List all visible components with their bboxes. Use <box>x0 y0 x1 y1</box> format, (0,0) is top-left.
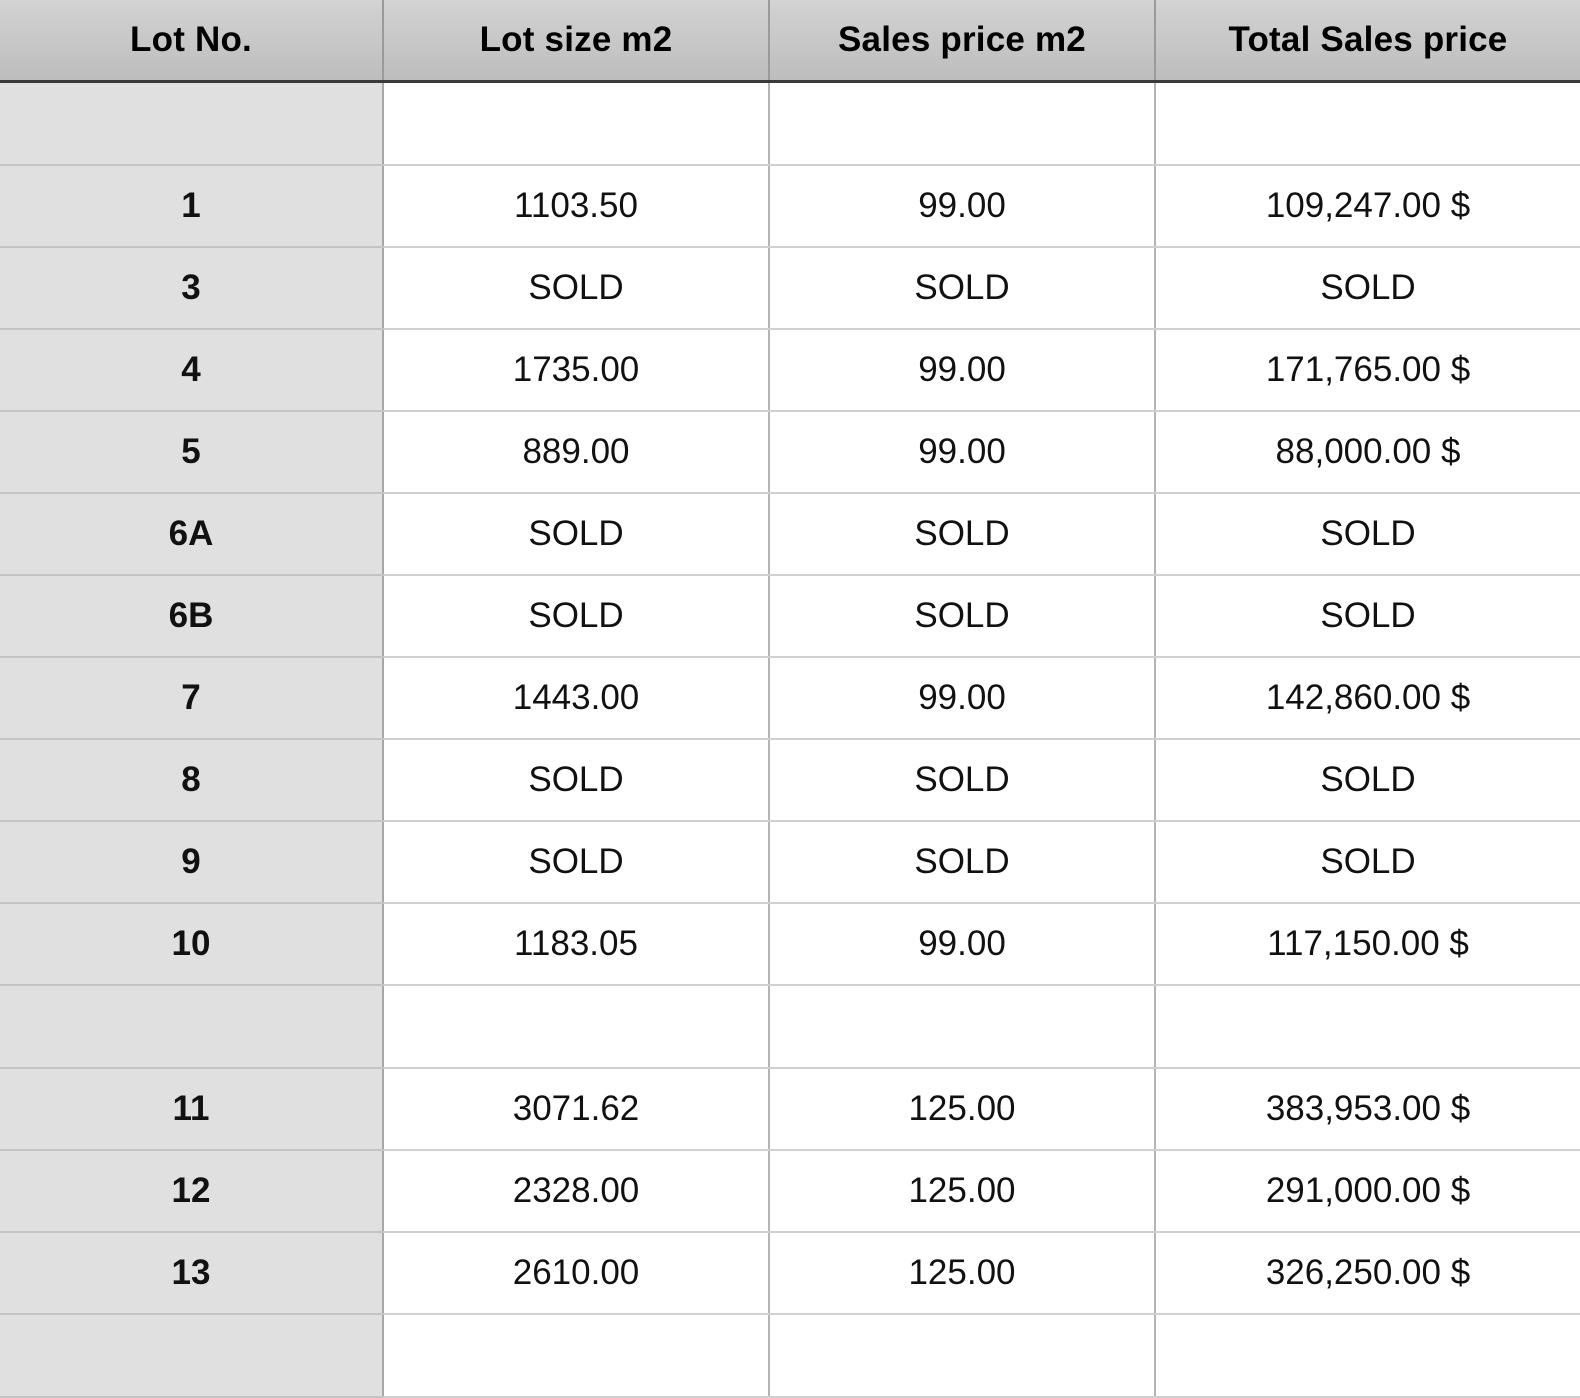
table-body <box>0 82 1580 1398</box>
column-header-lot-size: Lot size m2 <box>383 0 769 82</box>
cell-lot-size: SOLD <box>383 821 769 903</box>
cell-sales-price: 99.00 <box>769 329 1155 411</box>
cell-lot-no: 9 <box>0 821 383 903</box>
cell-lot-size: 1103.50 <box>383 165 769 247</box>
cell-total-price: 291,000.00 $ <box>1155 1150 1580 1232</box>
cell-total-price <box>1155 1314 1580 1397</box>
cell-lot-size <box>383 1314 769 1397</box>
table-row <box>0 1314 1580 1397</box>
cell-total-price: 142,860.00 $ <box>1155 657 1580 739</box>
cell-lot-size <box>383 985 769 1068</box>
cell-lot-no: 1 <box>0 165 383 247</box>
table-row <box>0 493 1580 575</box>
cell-total-price: SOLD <box>1155 821 1580 903</box>
cell-lot-no <box>0 985 383 1068</box>
table-row <box>0 575 1580 657</box>
cell-lot-size: 1183.05 <box>383 903 769 985</box>
cell-sales-price: SOLD <box>769 739 1155 821</box>
table-row <box>0 329 1580 411</box>
cell-lot-size: SOLD <box>383 493 769 575</box>
cell-sales-price: SOLD <box>769 493 1155 575</box>
cell-total-price: 117,150.00 $ <box>1155 903 1580 985</box>
cell-total-price <box>1155 82 1580 166</box>
table-row <box>0 985 1580 1068</box>
cell-total-price: SOLD <box>1155 493 1580 575</box>
cell-lot-no: 11 <box>0 1068 383 1150</box>
table-row <box>0 1150 1580 1232</box>
cell-sales-price: SOLD <box>769 247 1155 329</box>
table-header-row <box>0 0 1580 82</box>
column-header-total-sales-price: Total Sales price <box>1155 0 1580 82</box>
cell-sales-price <box>769 1314 1155 1397</box>
cell-lot-size: 2328.00 <box>383 1150 769 1232</box>
cell-sales-price: 99.00 <box>769 411 1155 493</box>
cell-sales-price <box>769 82 1155 166</box>
cell-lot-no: 5 <box>0 411 383 493</box>
cell-sales-price: 125.00 <box>769 1232 1155 1314</box>
cell-sales-price: 99.00 <box>769 165 1155 247</box>
cell-total-price: 383,953.00 $ <box>1155 1068 1580 1150</box>
table-row <box>0 1232 1580 1314</box>
cell-lot-no <box>0 82 383 166</box>
cell-lot-no: 6A <box>0 493 383 575</box>
column-header-sales-price: Sales price m2 <box>769 0 1155 82</box>
cell-sales-price: SOLD <box>769 575 1155 657</box>
table-row <box>0 903 1580 985</box>
cell-sales-price: SOLD <box>769 821 1155 903</box>
cell-total-price: SOLD <box>1155 575 1580 657</box>
cell-total-price: SOLD <box>1155 739 1580 821</box>
cell-lot-size: 889.00 <box>383 411 769 493</box>
cell-sales-price: 125.00 <box>769 1150 1155 1232</box>
cell-total-price: 326,250.00 $ <box>1155 1232 1580 1314</box>
cell-sales-price: 125.00 <box>769 1068 1155 1150</box>
table-row <box>0 657 1580 739</box>
cell-lot-no: 3 <box>0 247 383 329</box>
table-row <box>0 165 1580 247</box>
table-row <box>0 411 1580 493</box>
cell-total-price: 171,765.00 $ <box>1155 329 1580 411</box>
cell-total-price: SOLD <box>1155 247 1580 329</box>
cell-lot-no: 7 <box>0 657 383 739</box>
cell-lot-size <box>383 82 769 166</box>
cell-lot-no: 10 <box>0 903 383 985</box>
cell-lot-no: 12 <box>0 1150 383 1232</box>
cell-lot-no: 6B <box>0 575 383 657</box>
cell-sales-price: 99.00 <box>769 903 1155 985</box>
cell-lot-size: 2610.00 <box>383 1232 769 1314</box>
table-row <box>0 82 1580 166</box>
cell-total-price: 109,247.00 $ <box>1155 165 1580 247</box>
cell-lot-size: SOLD <box>383 739 769 821</box>
cell-total-price: 88,000.00 $ <box>1155 411 1580 493</box>
cell-sales-price: 99.00 <box>769 657 1155 739</box>
cell-lot-no: 8 <box>0 739 383 821</box>
cell-lot-size: 3071.62 <box>383 1068 769 1150</box>
cell-lot-no: 4 <box>0 329 383 411</box>
table-row <box>0 821 1580 903</box>
cell-lot-no <box>0 1314 383 1397</box>
table-row <box>0 739 1580 821</box>
table-row <box>0 247 1580 329</box>
cell-lot-no: 13 <box>0 1232 383 1314</box>
cell-lot-size: 1735.00 <box>383 329 769 411</box>
cell-lot-size: SOLD <box>383 575 769 657</box>
cell-lot-size: SOLD <box>383 247 769 329</box>
table-row <box>0 1068 1580 1150</box>
cell-sales-price <box>769 985 1155 1068</box>
cell-lot-size: 1443.00 <box>383 657 769 739</box>
cell-total-price <box>1155 985 1580 1068</box>
column-header-lot-no: Lot No. <box>0 0 383 82</box>
